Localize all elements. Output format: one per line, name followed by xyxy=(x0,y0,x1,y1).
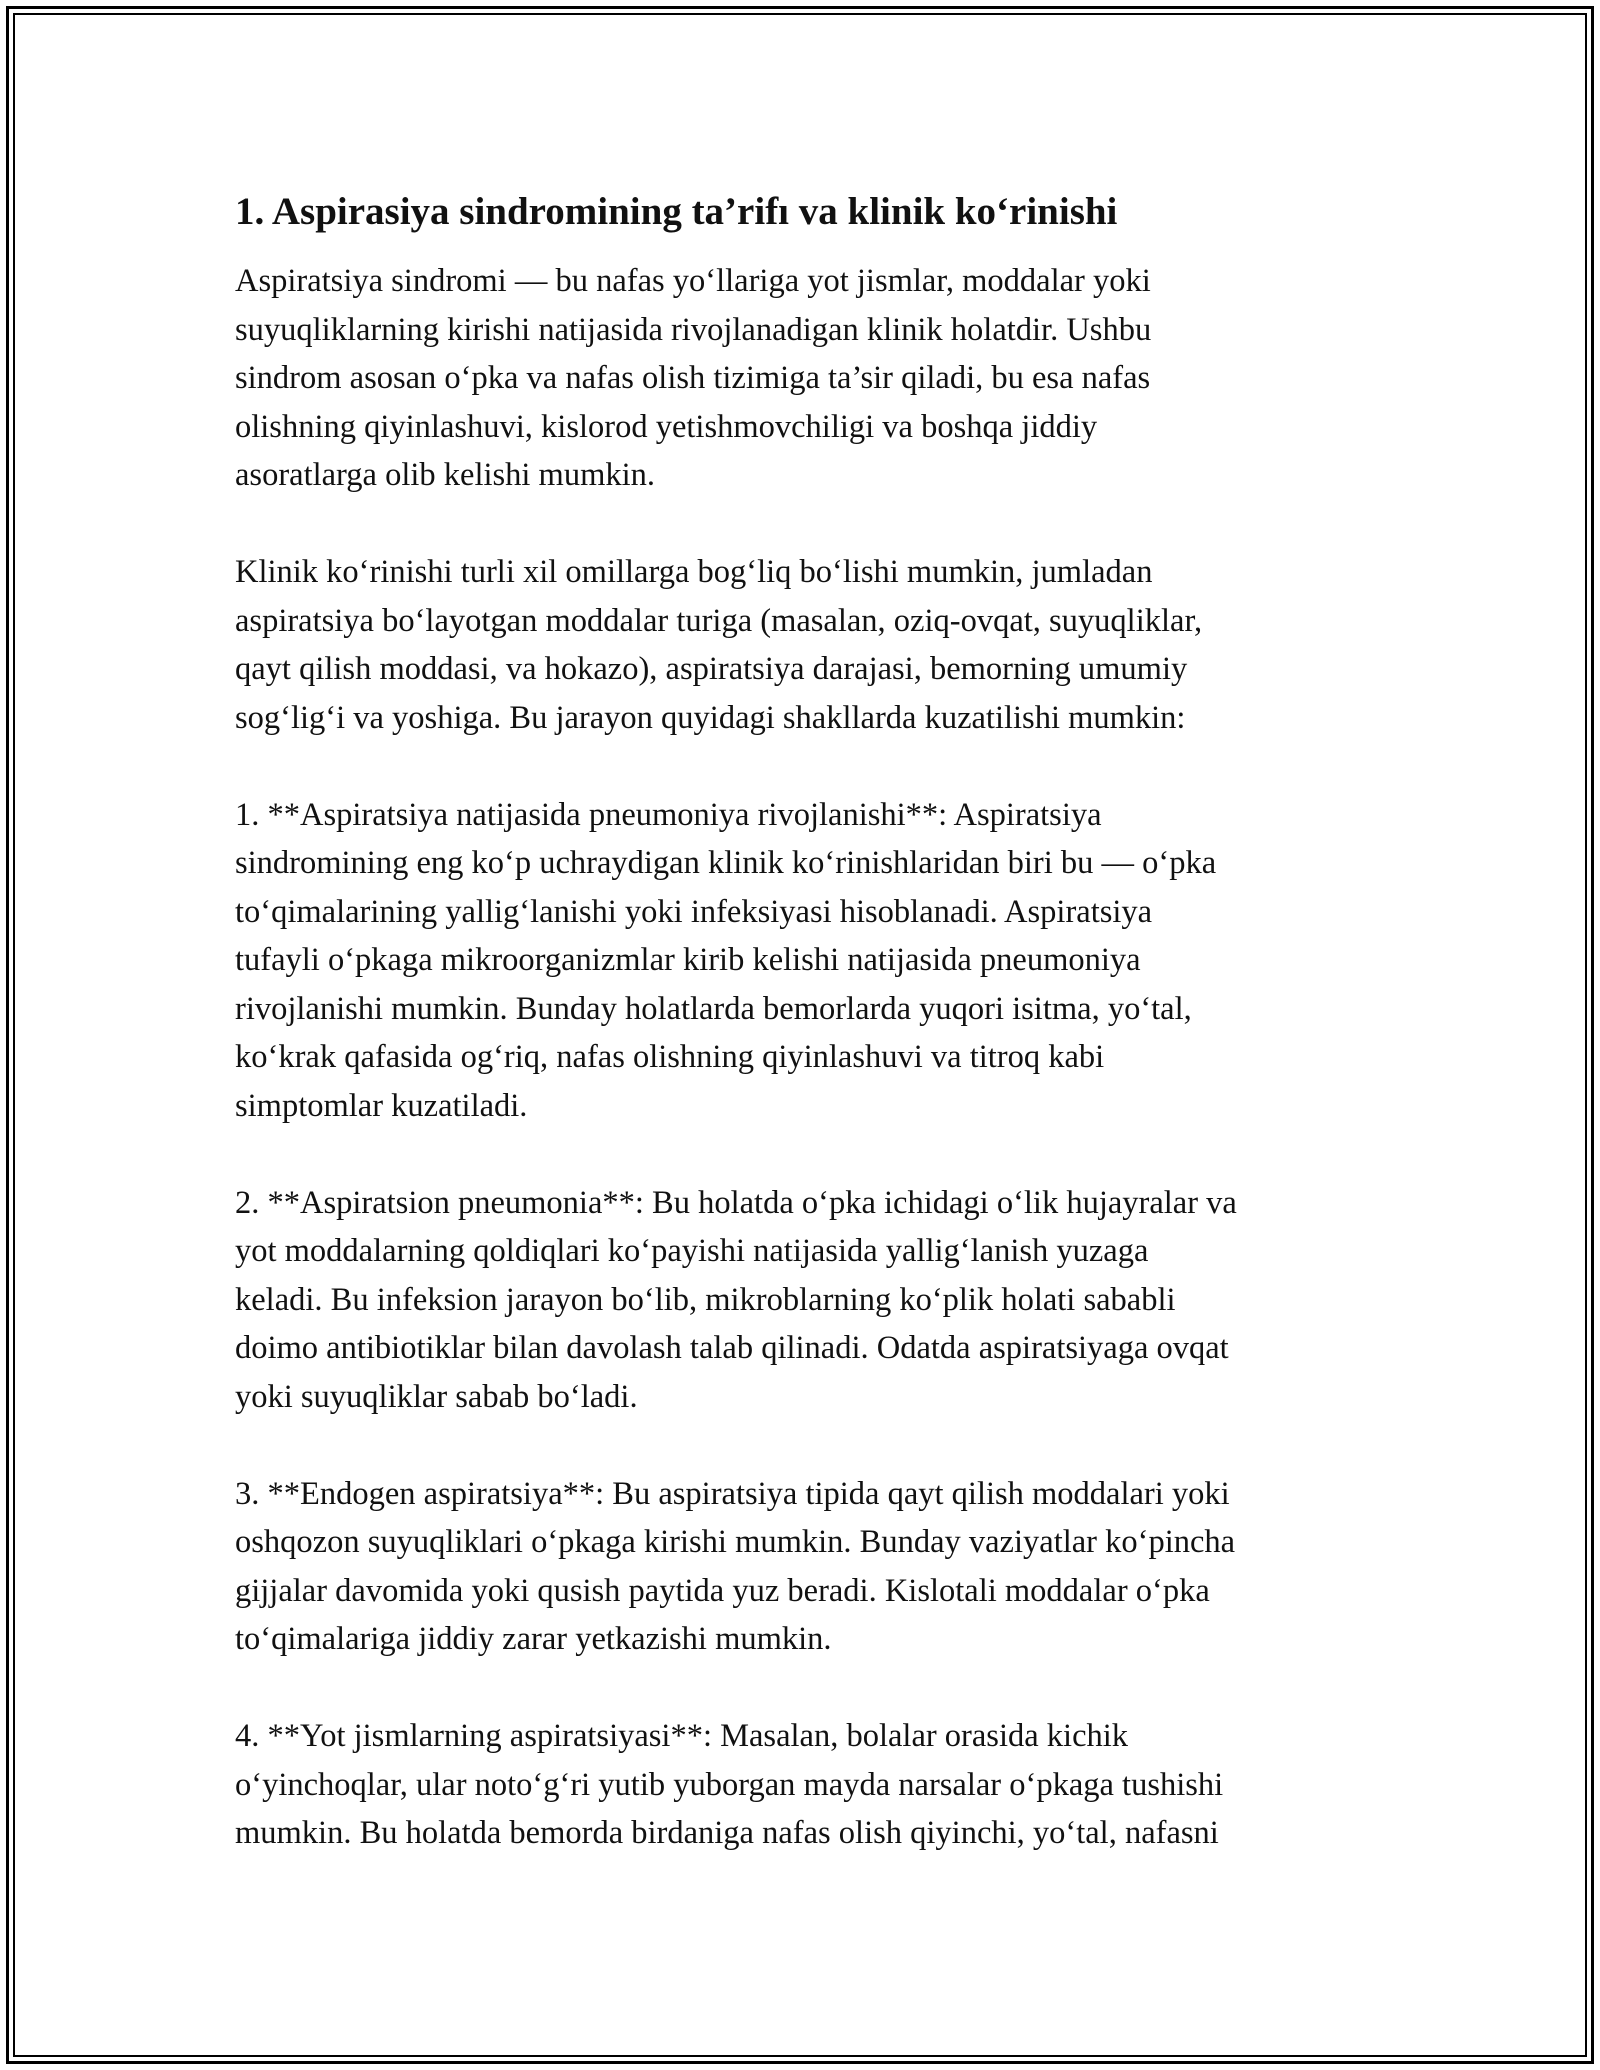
text-line: sindromining eng ko‘p uchraydigan klinik ko‘rinishlaridan biri bu — o‘pka xyxy=(235,845,1217,881)
list-item-3 xyxy=(235,1470,1375,1664)
list-item-1 xyxy=(235,791,1375,1131)
text-line: yot moddalarning qoldiqlari ko‘payishi natijasida yallig‘lanish yuzaga xyxy=(235,1233,1149,1269)
list-item-2 xyxy=(235,1179,1375,1422)
text-line: tufayli o‘pkaga mikroorganizmlar kirib kelishi natijasida pneumoniya xyxy=(235,942,1141,978)
text-line: simptomlar kuzatiladi. xyxy=(235,1087,528,1124)
section-title: 1. Aspirasiya sindromining ta’rifı va klinik ko‘rinishi xyxy=(235,190,1118,233)
text-line: sog‘lig‘i va yoshiga. Bu jarayon quyidagi shakllarda kuzatilishi mumkin: xyxy=(235,699,1186,736)
text-line: to‘qimalarining yallig‘lanishi yoki infeksiyasi hisoblanadi. Aspiratsiya xyxy=(235,893,1153,930)
text-line: 1. **Aspiratsiya natijasida pneumoniya rivojlanishi**: Aspiratsiya xyxy=(235,796,1102,833)
list-item-4 xyxy=(235,1712,1375,1858)
text-line: o‘yinchoqlar, ular noto‘g‘ri yutib yuborgan mayda narsalar o‘pkaga tushishi xyxy=(235,1766,1224,1803)
text-line: aspiratsiya bo‘layotgan moddalar turiga (masalan, oziq-ovqat, suyuqliklar, xyxy=(235,602,1203,639)
text-line: suyuqliklarning kirishi natijasida rivojlanadigan klinik holatdir. Ushbu xyxy=(235,311,1152,348)
text-line: asoratlarga olib kelishi mumkin. xyxy=(235,457,656,493)
text-line: yoki suyuqliklar sabab bo‘ladi. xyxy=(235,1378,638,1415)
text-line: 3. **Endogen aspiratsiya**: Bu aspiratsiya tipida qayt qilish moddalari yoki xyxy=(235,1475,1230,1512)
paragraph-definition xyxy=(235,257,1375,500)
text-line: oshqozon suyuqliklari o‘pkaga kirishi mumkin. Bunday vaziyatlar ko‘pincha xyxy=(235,1524,1236,1560)
text-line: 4. **Yot jismlarning aspiratsiyasi**: Masalan, bolalar orasida kichik xyxy=(235,1718,1129,1754)
text-line: ko‘krak qafasida og‘riq, nafas olishning qiyinlashuvi va titroq kabi xyxy=(235,1039,1105,1075)
document-body xyxy=(235,187,1375,1906)
text-line: mumkin. Bu holatda bemorda birdaniga nafas olish qiyinchi, yo‘tal, nafasni xyxy=(235,1815,1219,1851)
text-line: doimo antibiotiklar bilan davolash talab qilinadi. Odatda aspiratsiyaga ovqat xyxy=(235,1330,1229,1366)
text-line: olishning qiyinlashuvi, kislorod yetishmovchiligi va boshqa jiddiy xyxy=(235,408,1098,445)
text-line: Klinik ko‘rinishi turli xil omillarga bog‘liq bo‘lishi mumkin, jumladan xyxy=(235,554,1153,590)
text-line: to‘qimalariga jiddiy zarar yetkazishi mumkin. xyxy=(235,1621,832,1657)
text-line: keladi. Bu infeksion jarayon bo‘lib, mikroblarning ko‘plik holati sababli xyxy=(235,1281,1176,1318)
paragraph-clinical-picture xyxy=(235,548,1375,742)
text-line: gijjalar davomida yoki qusish paytida yuz beradi. Kislotali moddalar o‘pka xyxy=(235,1572,1210,1609)
text-line: rivojlanishi mumkin. Bunday holatlarda bemorlarda yuqori isitma, yo‘tal, xyxy=(235,990,1192,1027)
text-line: Aspiratsiya sindromi — bu nafas yo‘llariga yot jismlar, moddalar yoki xyxy=(235,263,1151,299)
text-line: 2. **Aspiratsion pneumonia**: Bu holatda o‘pka ichidagi o‘lik hujayralar va xyxy=(235,1184,1237,1221)
text-line: sindrom asosan o‘pka va nafas olish tizimiga ta’sir qiladi, bu esa nafas xyxy=(235,360,1151,396)
text-line: qayt qilish moddasi, va hokazo), aspiratsiya darajasi, bemorning umumiy xyxy=(235,651,1188,687)
